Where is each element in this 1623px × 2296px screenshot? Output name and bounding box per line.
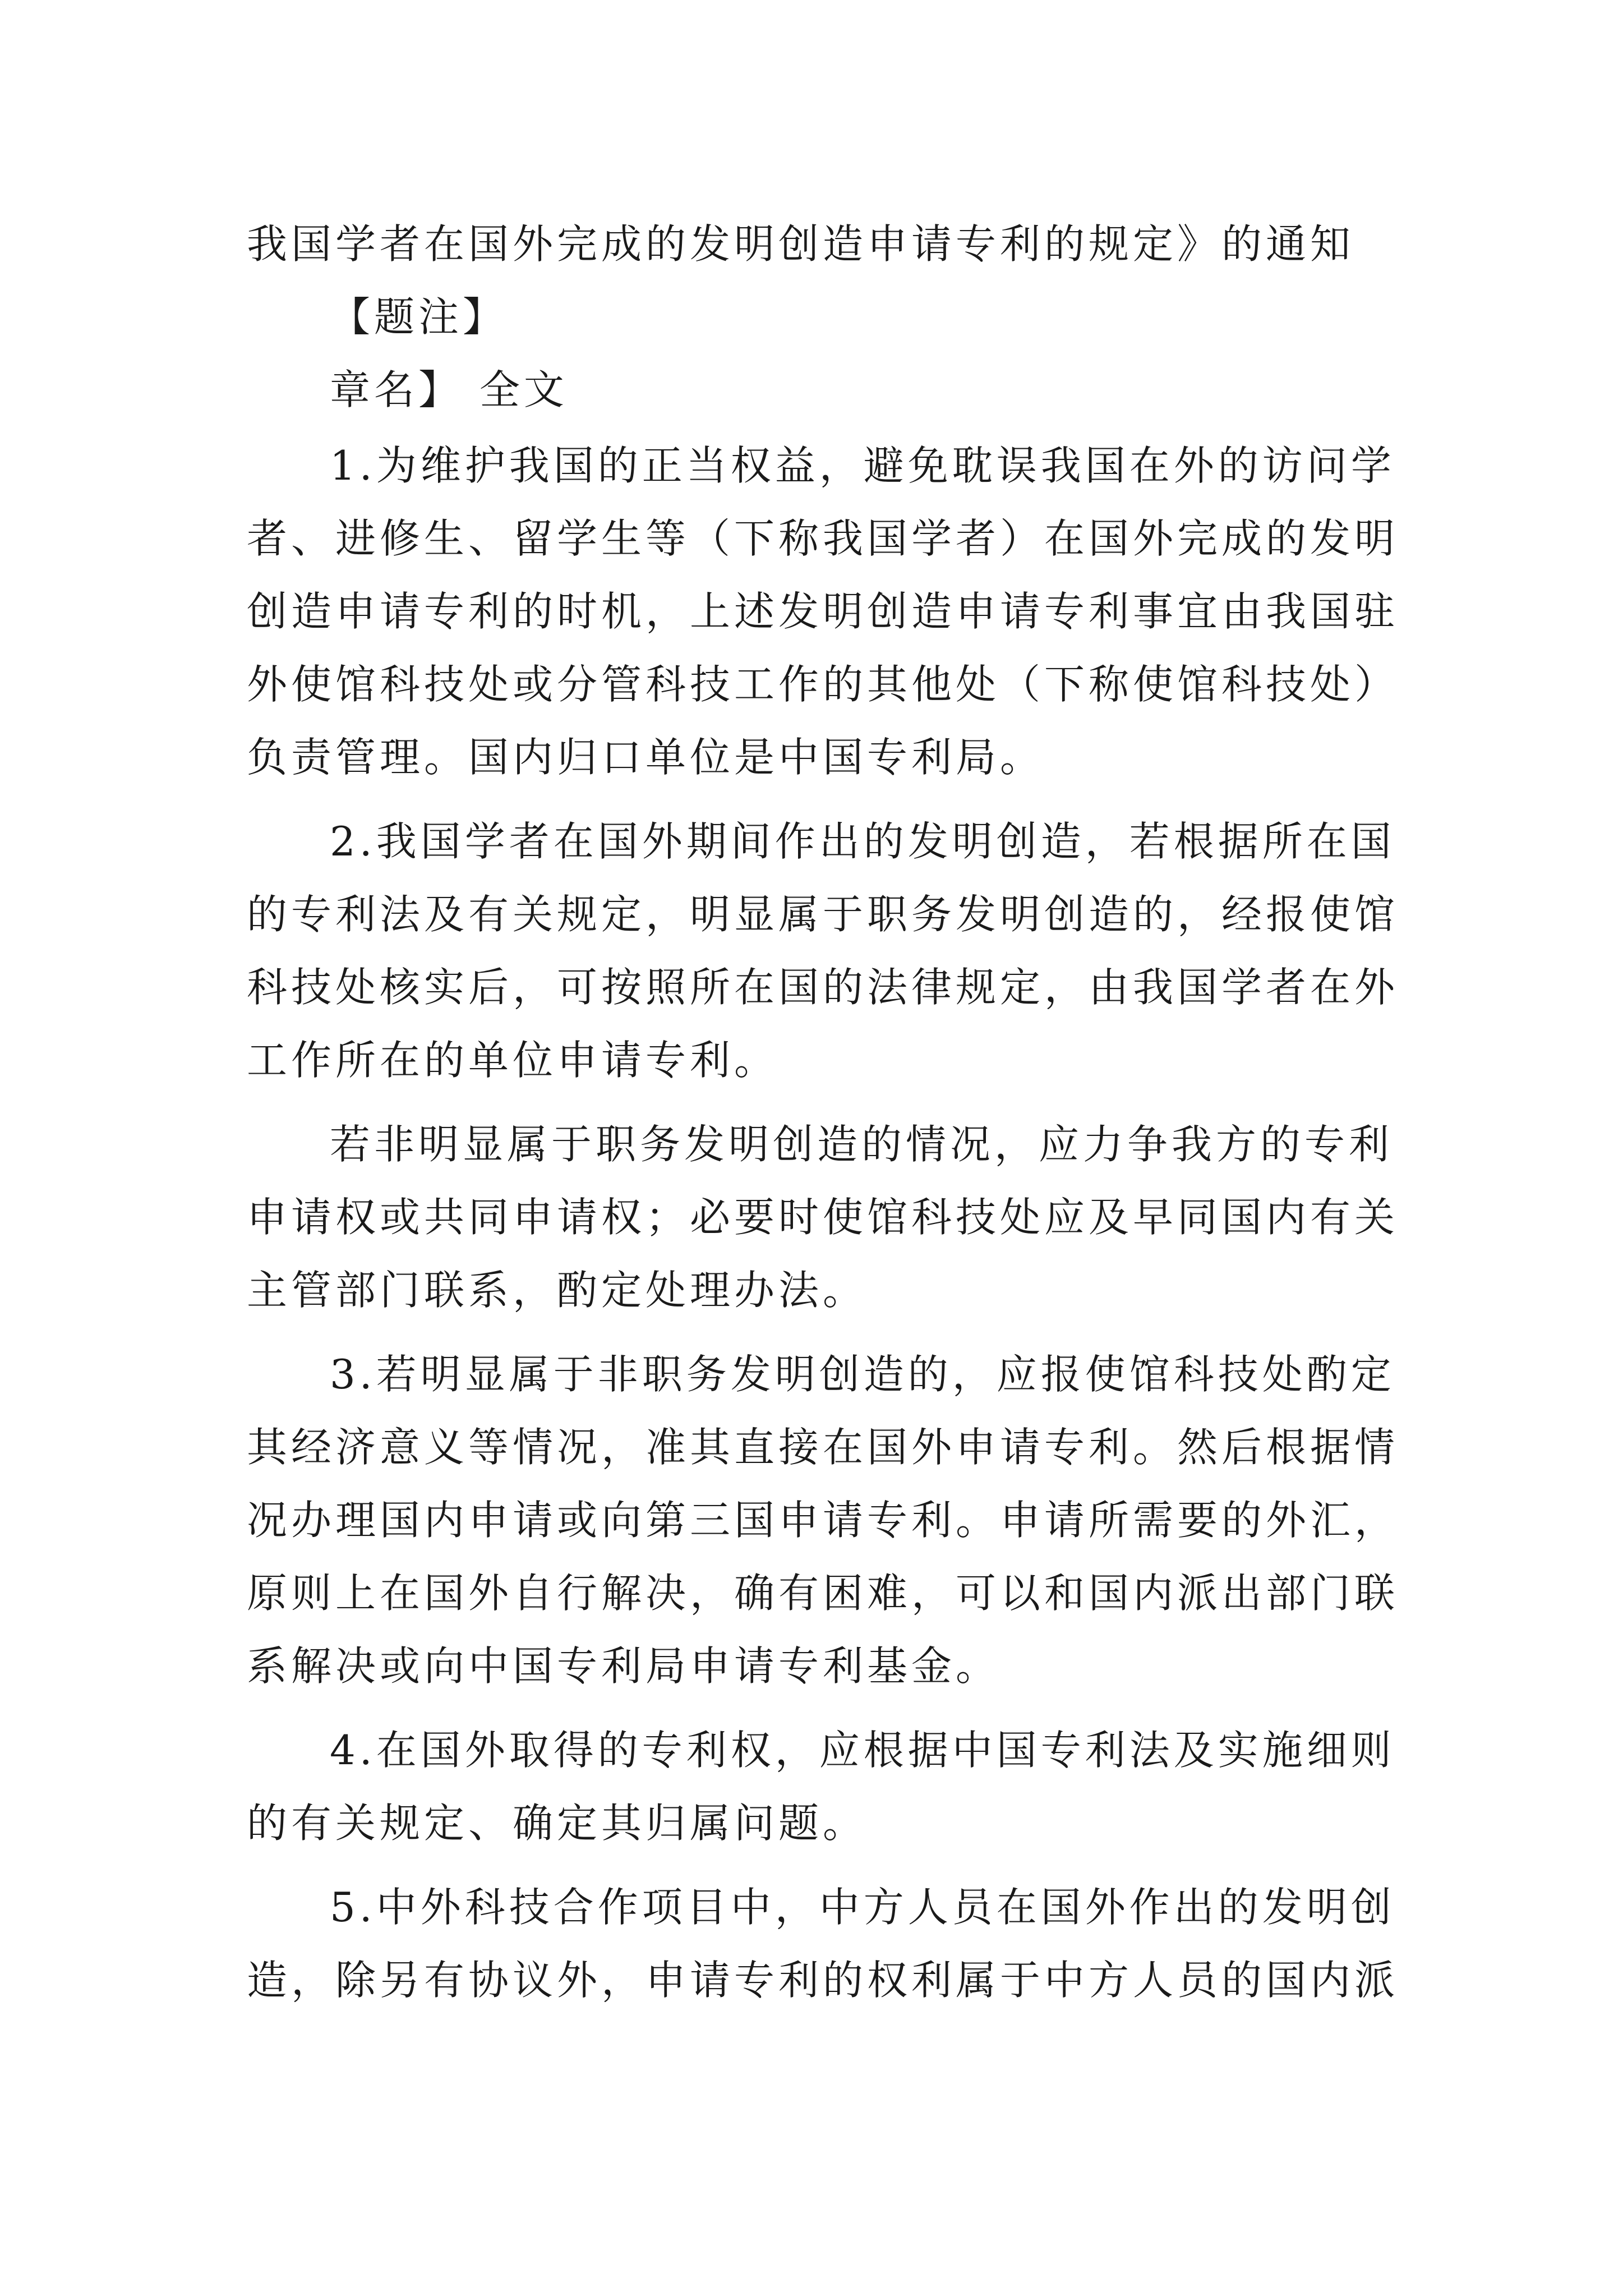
paragraph-1-line: 1.为维护我国的正当权益，避免耽误我国在外的访问学 — [330, 442, 1395, 489]
paragraph-2-line: 科技处核实后，可按照所在国的法律规定，由我国学者在外 — [247, 964, 1399, 1011]
paragraph-3-line: 若非明显属于职务发明创造的情况，应力争我方的专利 — [330, 1121, 1394, 1168]
paragraph-6-line: 5.中外科技合作项目中，中方人员在国外作出的发明创 — [330, 1884, 1395, 1931]
paragraph-4-line: 3.若明显属于非职务发明创造的，应报使馆科技处酌定 — [330, 1351, 1395, 1398]
paragraph-4-line: 系解决或向中国专利局申请专利基金。 — [247, 1642, 1000, 1690]
paragraph-6-line: 造，除另有协议外，申请专利的权利属于中方人员的国内派 — [247, 1957, 1399, 2004]
paragraph-1-line: 负责管理。国内归口单位是中国专利局。 — [247, 734, 1045, 781]
paragraph-1-line: 外使馆科技处或分管科技工作的其他处（下称使馆科技处） — [247, 661, 1399, 708]
paragraph-2-line: 的专利法及有关规定，明显属于职务发明创造的，经报使馆 — [247, 891, 1399, 938]
paragraph-3-line: 申请权或共同申请权；必要时使馆科技处应及早同国内有关 — [247, 1194, 1399, 1241]
paragraph-1-line: 者、进修生、留学生等（下称我国学者）在国外完成的发明 — [247, 515, 1399, 562]
title-continuation: 我国学者在国外完成的发明创造申请专利的规定》的通知 — [247, 220, 1355, 268]
heading-note: 【题注】 — [330, 293, 508, 341]
paragraph-2-line: 2.我国学者在国外期间作出的发明创造，若根据所在国 — [330, 818, 1395, 865]
paragraph-5-line: 4.在国外取得的专利权，应根据中国专利法及实施细则 — [330, 1727, 1395, 1774]
paragraph-4-line: 其经济意义等情况，准其直接在国外申请专利。然后根据情 — [247, 1424, 1399, 1471]
paragraph-3-line: 主管部门联系，酌定处理办法。 — [247, 1267, 868, 1314]
paragraph-5-line: 的有关规定、确定其归属问题。 — [247, 1800, 868, 1847]
paragraph-4-line: 况办理国内申请或向第三国申请专利。申请所需要的外汇， — [247, 1497, 1399, 1544]
paragraph-2-line: 工作所在的单位申请专利。 — [247, 1037, 779, 1084]
paragraph-1-line: 创造申请专利的时机，上述发明创造申请专利事宜由我国驻 — [247, 588, 1399, 635]
heading-chapter: 章名】 全文 — [330, 366, 568, 413]
paragraph-4-line: 原则上在国外自行解决，确有困难，可以和国内派出部门联 — [247, 1570, 1399, 1617]
